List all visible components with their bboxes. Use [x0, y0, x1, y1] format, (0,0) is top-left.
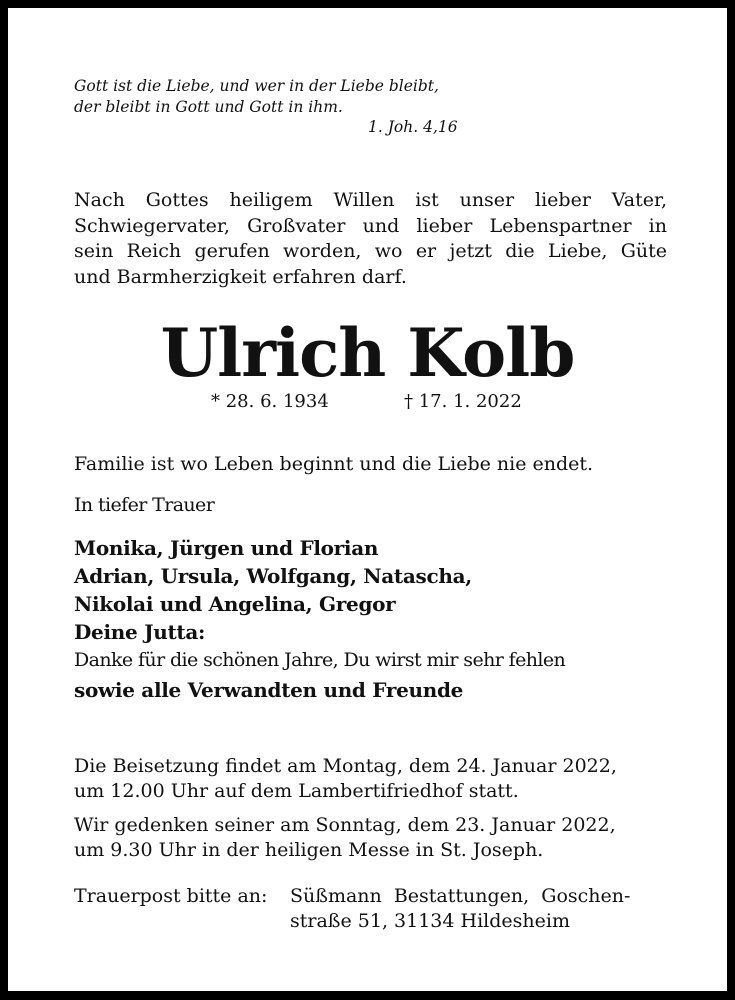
- family-motto: Familie ist wo Leben beginnt und die Liebe nie endet.: [74, 453, 594, 475]
- death-date: † 17. 1. 2022: [404, 391, 522, 412]
- quote-reference: 1. Joh. 4,16: [368, 118, 458, 136]
- address-line: Süßmann Bestattungen, Goschen-: [290, 885, 631, 907]
- intro-line: Nach Gottes heiligem Willen ist unser lieber Vater,: [74, 189, 667, 211]
- quote-line: Gott ist die Liebe, und wer in der Liebe bleibt,: [74, 77, 439, 95]
- funeral-info: [74, 754, 667, 804]
- bible-quote: [74, 76, 439, 118]
- relatives-line: sowie alle Verwandten und Freunde: [74, 678, 464, 702]
- intro-line: sein Reich gerufen worden, wo er jetzt die Liebe, Güte: [74, 240, 667, 262]
- deceased-name: Ulrich Kolb: [160, 314, 575, 392]
- funeral-line: Die Beisetzung findet am Montag, dem 24. Januar 2022,: [74, 755, 617, 777]
- intro-line: Schwiegervater, Großvater und lieber Lebenspartner in: [74, 214, 667, 237]
- intro-line: und Barmherzigkeit erfahren darf.: [74, 265, 407, 288]
- birth-date: * 28. 6. 1934: [211, 391, 329, 412]
- quote-line: der bleibt in Gott und Gott in ihm.: [74, 98, 343, 116]
- condolence-label: Trauerpost bitte an:: [74, 885, 268, 907]
- mourner-line: Adrian, Ursula, Wolfgang, Natascha,: [74, 564, 472, 588]
- condolence-address: [290, 884, 630, 934]
- address-line: straße 51, 31134 Hildesheim: [290, 910, 570, 932]
- intro-paragraph: [74, 188, 667, 290]
- mourner-line: Nikolai und Angelina, Gregor: [74, 592, 396, 616]
- obituary-notice: [8, 8, 727, 991]
- mourning-intro: In tiefer Trauer: [74, 494, 215, 516]
- memorial-line: Wir gedenken seiner am Sonntag, dem 23. Januar 2022,: [74, 814, 616, 836]
- memorial-info: [74, 813, 667, 863]
- funeral-line: um 12.00 Uhr auf dem Lambertifriedhof statt.: [74, 780, 519, 802]
- mourner-line: Deine Jutta:: [74, 620, 206, 644]
- mourner-line: Monika, Jürgen und Florian: [74, 536, 379, 560]
- jutta-message: Danke für die schönen Jahre, Du wirst mir sehr fehlen: [74, 649, 566, 671]
- memorial-line: um 9.30 Uhr in der heiligen Messe in St. Joseph.: [74, 839, 544, 861]
